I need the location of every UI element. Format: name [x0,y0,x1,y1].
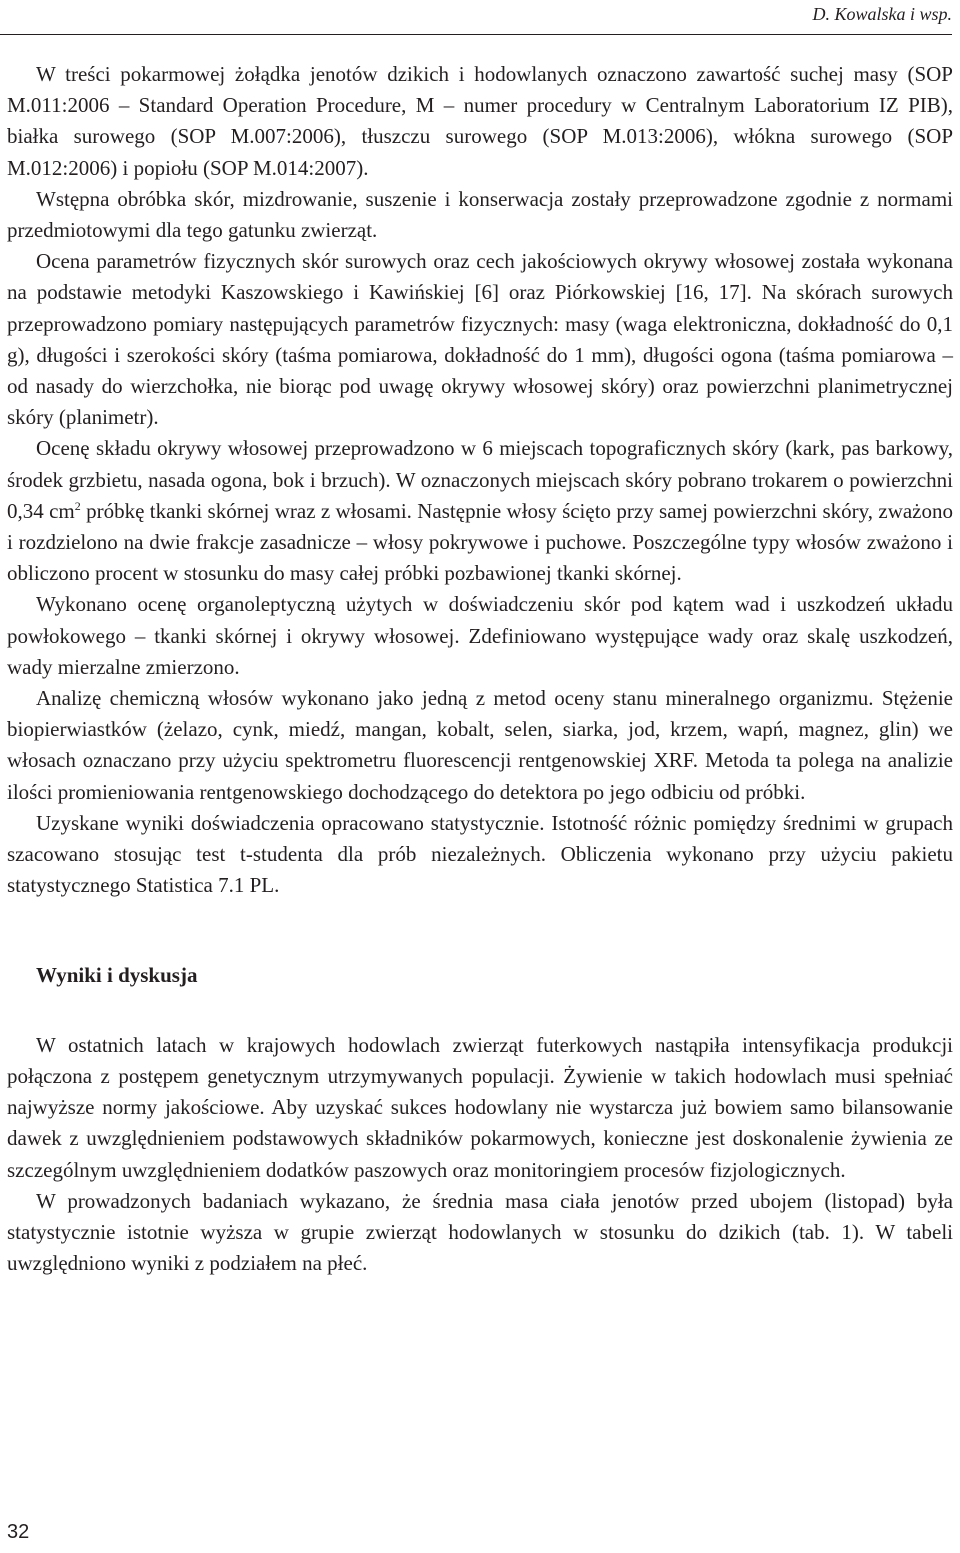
section-heading-results: Wyniki i dyskusja [36,963,198,988]
superscript-exponent: 2 [74,498,81,513]
paragraph-methods-2: Wstępna obróbka skór, mizdrowanie, suszenie i konserwacja zostały przeprowadzone zgodnie z normami przedmiotowymi dla tego gatunku zwierząt. [7,186,953,243]
paragraph-methods-5: Wykonano ocenę organoleptyczną użytych w doświadczeniu skór pod kątem wad i uszkodzeń układu powłokowego – tkanki skórnej i okrywy włosowej. Zdefiniowano występujące wady oraz skalę uszkodzeń, wady mierzalne zmierzono. [7,592,953,679]
running-header [0,0,952,35]
paragraph-methods-4 [7,433,953,589]
article-body [7,59,953,1279]
paragraph-methods-4-part-a: Ocenę składu okrywy włosowej przeprowadzono w 6 miejscach topograficznych skóry (kark, pas barkowy, środek grzbietu, nasada ogona, bok i brzuch). W oznaczonych miejscach skóry pobrano trokarem o powierzchni 0,34 cm [7,436,953,523]
paragraph-methods-4-part-b: próbkę tkanki skórnej wraz z włosami. Następnie włosy ścięto przy samej powierzchni skóry, zważono i rozdzielono na dwie frakcje zasadnicze – włosy pokrywowe i puchowe. Poszczególne typy włosów zważono i obliczono procent w stosunku do masy całej próbki pozbawionej tkanki skórnej. [7,498,953,586]
paragraph-methods-6: Analizę chemiczną włosów wykonano jako jedną z metod oceny stanu mineralnego organizmu. Stężenie biopierwiastków (żelazo, cynk, miedź, mangan, kobalt, selen, siarka, jod, krzem, wapń, magnez, glin) we włosach oznaczano przy użyciu spektrometru fluorescencji rentgenowskiej XRF. Metoda ta polega na analizie ilości promieniowania rentgenowskiego dochodzącego do detektora po jego odbiciu od próbki. [7,686,953,804]
paragraph-methods-7: Uzyskane wyniki doświadczenia opracowano statystycznie. Istotność różnic pomiędzy średnimi w grupach szacowano stosując test t-studenta dla prób niezależnych. Obliczenia wykonano przy użyciu pakietu statystycznego Statistica 7.1 PL. [7,810,953,898]
paragraph-methods-1: W treści pokarmowej żołądka jenotów dzikich i hodowlanych oznaczono zawartość suchej masy (SOP M.011:2006 – Standard Operation Procedure, M – numer procedury w Centralnym Laboratorium IZ PIB), białka surowego (SOP M.007:2006), tłuszczu surowego (SOP M.013:2006), włókna surowego (SOP M.012:2006) i popiołu (SOP M.014:2007). [7,62,953,180]
running-author: D. Kowalska i wsp. [812,4,952,24]
paragraph-results-1: W ostatnich latach w krajowych hodowlach zwierząt futerkowych nastąpiła intensyfikacja produkcji połączona z postępem genetycznym utrzymywanych populacji. Żywienie w takich hodowlach musi spełniać najwyższe normy jakościowe. Aby uzyskać sukces hodowlany nie wystarcza już bowiem samo bilansowanie dawek z uwzględnieniem podstawowych składników pokarmowych, konieczne jest doskonalenie żywienia ze szczególnym uwzględnieniem dodatków paszowych oraz monitoringiem procesów fizjologicznych. [7,1032,953,1182]
paragraph-methods-3: Ocena parametrów fizycznych skór surowych oraz cech jakościowych okrywy włosowej została wykonana na podstawie metodyki Kaszowskiego i Kawińskiej [6] oraz Piórkowskiej [16, 17]. Na skórach surowych przeprowadzono pomiary następujących parametrów fizycznych: masy (waga elektroniczna, dokładność do 0,1 g), długości i szerokości skóry (taśma pomiarowa, dokładność do 1 mm), długości ogona (taśma pomiarowa – od nasady do wierzchołka, nie biorąc pod uwagę okrywy włosowej skóry) oraz powierzchni planimetrycznej skóry (planimetr). [7,249,953,430]
page-number: 32 [7,1521,30,1543]
paragraph-results-2: W prowadzonych badaniach wykazano, że średnia masa ciała jenotów przed ubojem (listopad) była statystycznie istotnie wyższa w grupie zwierząt hodowlanych w stosunku do dzikich (tab. 1). W tabeli uwzględniono wyniki z podziałem na płeć. [7,1188,953,1276]
